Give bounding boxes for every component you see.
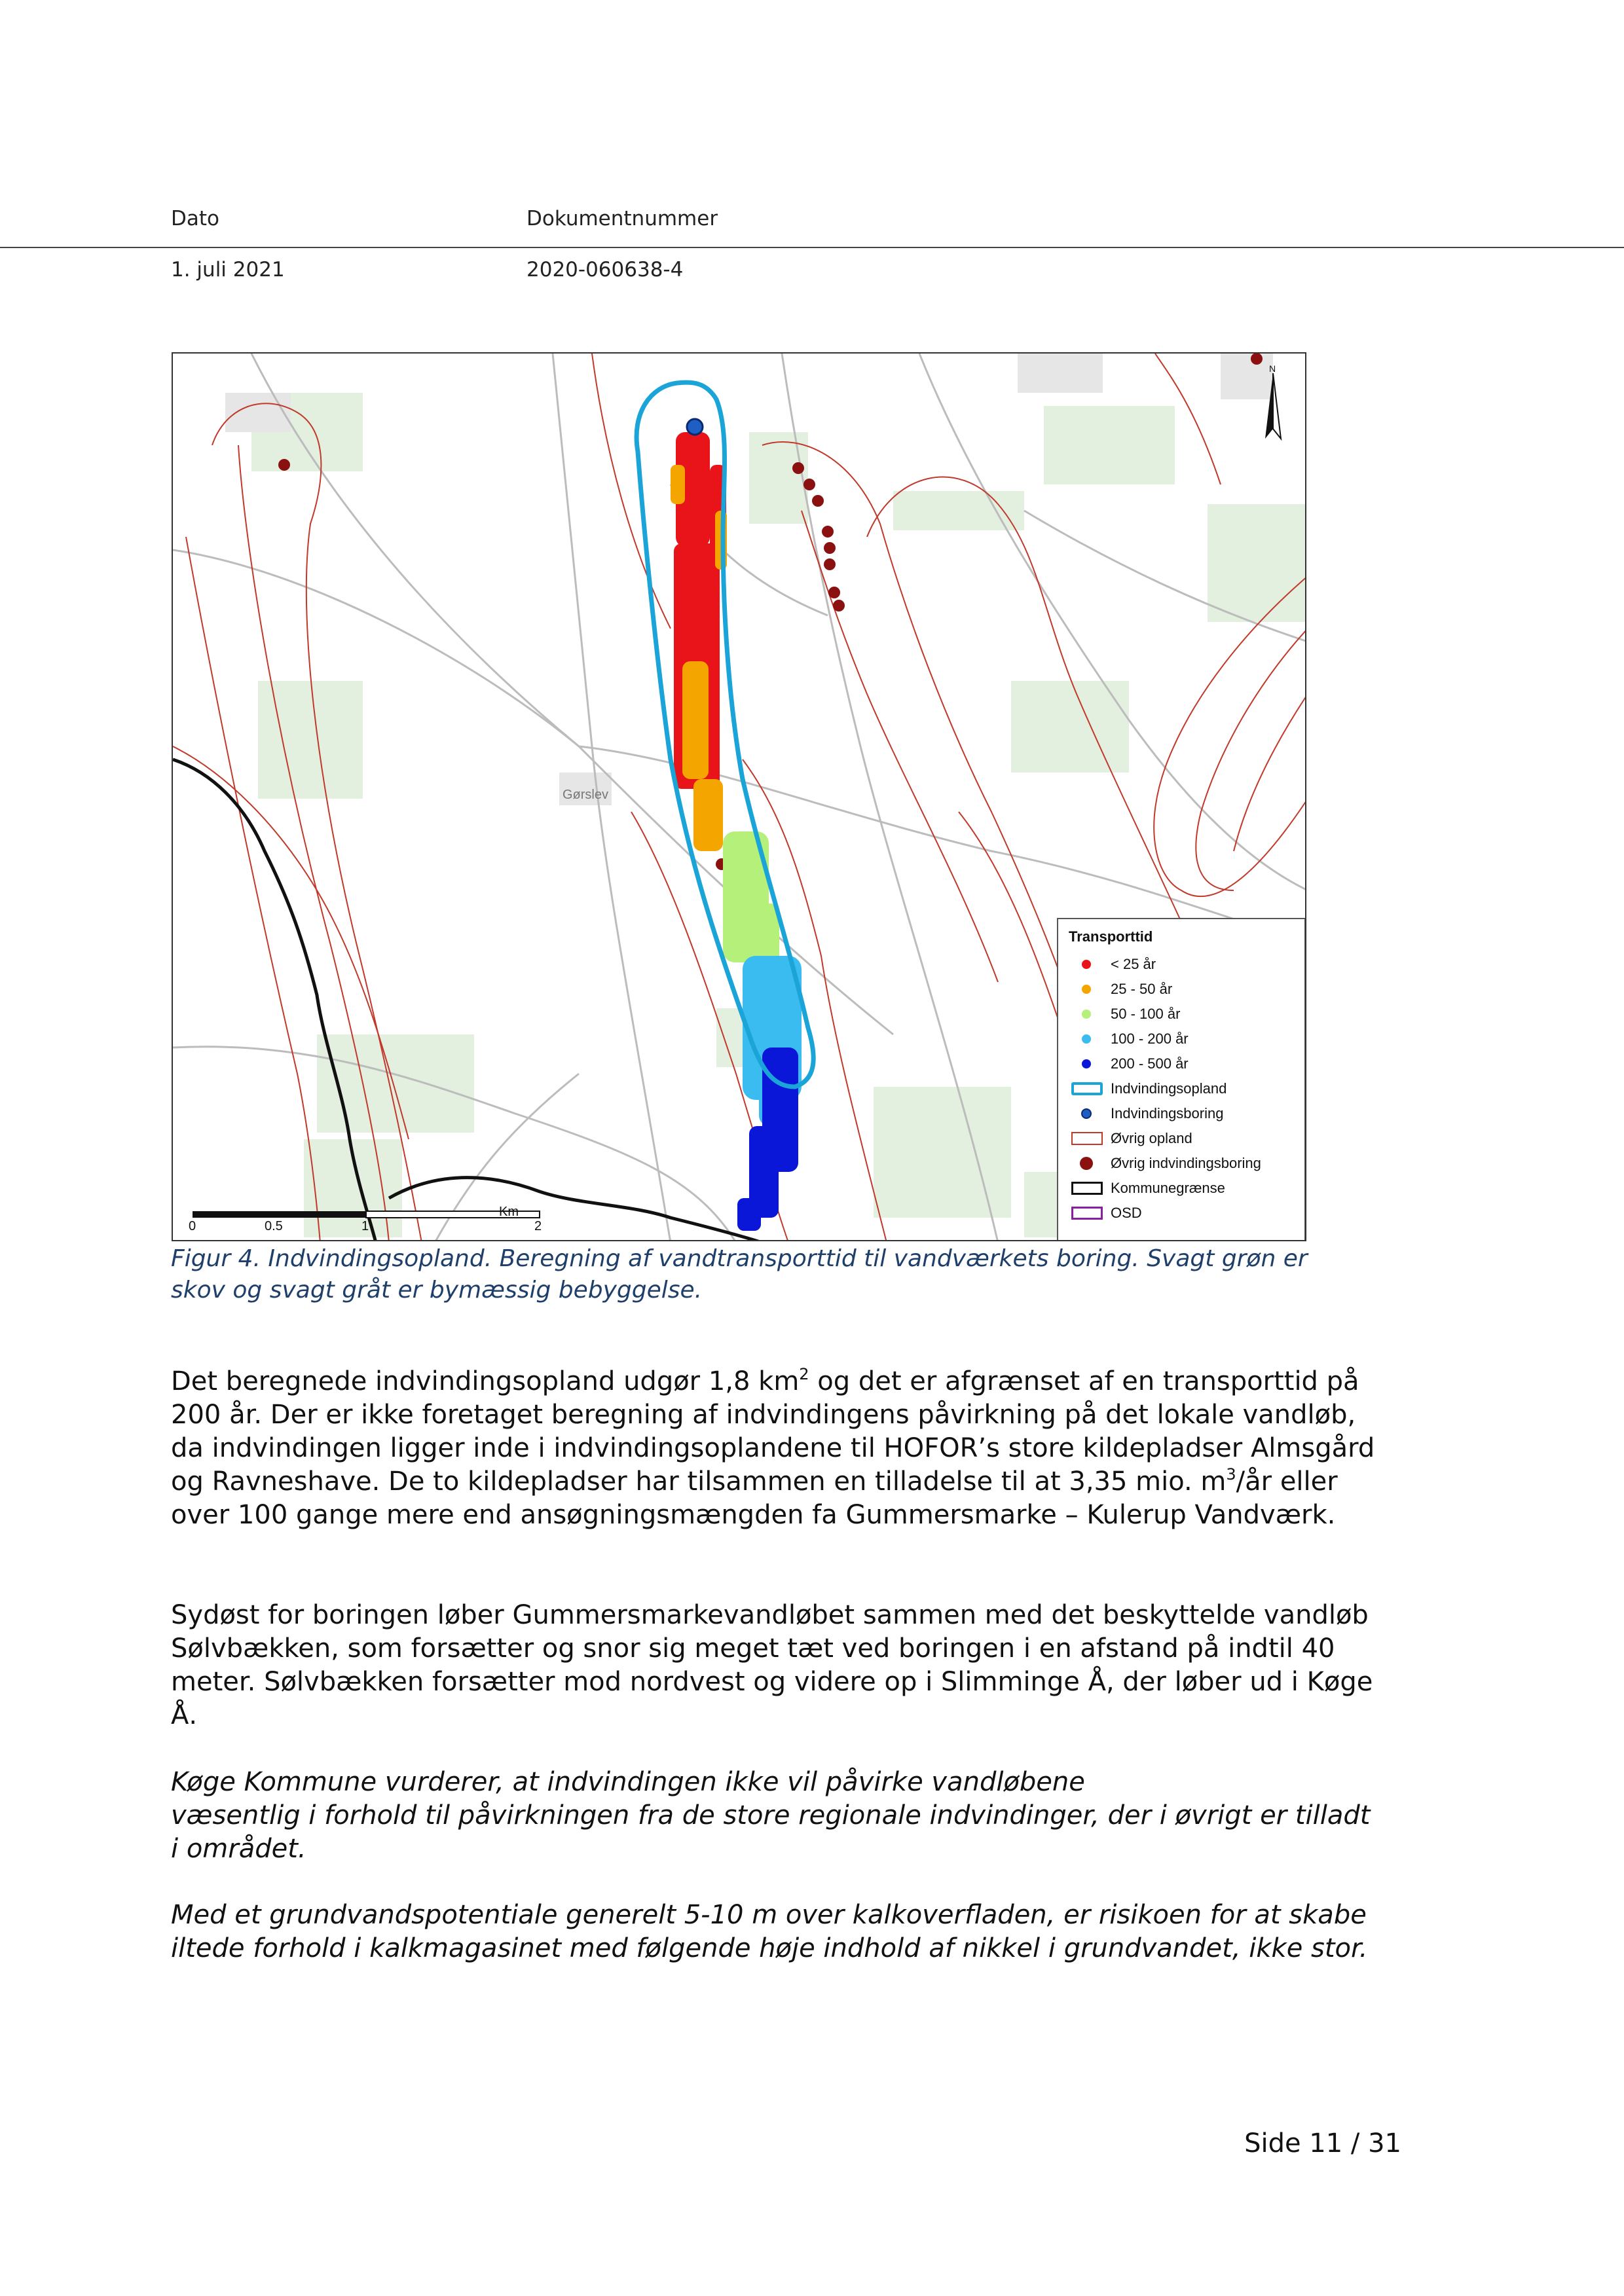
blue-dot-icon	[1082, 1059, 1091, 1068]
particle-tracks	[671, 432, 802, 1231]
legend-item: 50 - 100 år	[1069, 1002, 1294, 1027]
other-well-icon	[1080, 1157, 1093, 1170]
legend-item: 100 - 200 år	[1069, 1027, 1294, 1051]
catchment-map	[172, 352, 1306, 1241]
figure-caption: Figur 4. Indvindingsopland. Beregning af vandtransporttid til vandværkets boring. Svagt grøn er skov og svagt gråt er bymæssig bebyggelse.	[171, 1245, 1308, 1303]
legend-item: Øvrig indvindingsboring	[1069, 1151, 1294, 1176]
map-legend	[1057, 918, 1306, 1241]
legend-item: Indvindingsboring	[1069, 1101, 1294, 1126]
legend-item: Øvrig opland	[1069, 1126, 1294, 1151]
other-catchment-box-icon	[1071, 1132, 1103, 1145]
paragraph-2: Sydøst for boringen løber Gummersmarkevandløbet sammen med det beskyttelde vandløb Sølvbækken, som forsætter og snor sig meget tæt ved boringen i en afstand på indtil 40 meter. Sølvbækken forsætter mod nordvest og videre op i Slimminge Å, der løber ud i Køge Å.	[171, 1600, 1373, 1730]
well-icon	[1081, 1108, 1092, 1119]
orange-dot-icon	[1082, 985, 1091, 994]
scale-tick-2: 2	[534, 1219, 542, 1233]
docnum-value: 2020-060638-4	[526, 258, 684, 282]
place-label: Gørslev	[563, 788, 608, 802]
scale-unit: Km	[499, 1205, 519, 1219]
catchment-box-icon	[1071, 1082, 1103, 1095]
main-well	[687, 419, 703, 435]
municipality-border	[173, 759, 762, 1241]
svg-text:N: N	[1269, 363, 1276, 374]
paragraph-1: Det beregnede indvindingsopland udgør 1,8 $km^2$ og det er afgrænset af en transporttid på 200 år. Der er ikke foretaget beregning af indvindingens påvirkning på det lokale vandløb, da indvindingen ligger inde i indvindingsoplandene til HOFOR’s store kildepladser Almsgård og Ravneshave. De to kildepladser har tilsammen en tilladelse til at 3,35 mio. $m^3/år$ eller over 100 gange mere end ansøgningsmængden fa Gummersmarke – Kulerup Vandværk.	[171, 1365, 1375, 1530]
osd-box-icon	[1071, 1207, 1103, 1220]
lightgreen-dot-icon	[1082, 1010, 1091, 1019]
scale-tick-05: 0.5	[265, 1219, 283, 1233]
paragraph-3: Køge Kommune vurderer, at indvindingen ikke vil påvirke vandløbene væsentlig i forhold til påvirkningen fra de store regionale indvindinger, der i øvrigt er tilladt i området.	[171, 1767, 1371, 1864]
scale-tick-0: 0	[189, 1219, 196, 1233]
legend-item: 200 - 500 år	[1069, 1051, 1294, 1076]
scale-bar	[193, 1211, 540, 1218]
date-value: 1. juli 2021	[171, 258, 285, 282]
lightblue-dot-icon	[1082, 1034, 1091, 1044]
scale-tick-1: 1	[361, 1219, 369, 1233]
legend-item: < 25 år	[1069, 952, 1294, 977]
municipality-box-icon	[1071, 1182, 1103, 1195]
legend-item: Kommunegrænse	[1069, 1176, 1294, 1201]
red-dot-icon	[1082, 960, 1091, 969]
page-number: Side 11 / 31	[1244, 2128, 1401, 2159]
legend-item: OSD	[1069, 1201, 1294, 1226]
legend-item: Indvindingsopland	[1069, 1076, 1294, 1101]
legend-item: 25 - 50 år	[1069, 977, 1294, 1002]
paragraph-4: Med et grundvandspotentiale generelt 5-10 m over kalkoverfladen, er risikoen for at skabe iltede forhold i kalkmagasinet med følgende høje indhold af nikkel i grundvandet, ikke stor.	[171, 1900, 1368, 1963]
legend-title: Transporttid	[1069, 928, 1153, 945]
docnum-label: Dokumentnummer	[526, 207, 718, 230]
header-rule	[0, 247, 1624, 248]
date-label: Dato	[171, 207, 219, 230]
